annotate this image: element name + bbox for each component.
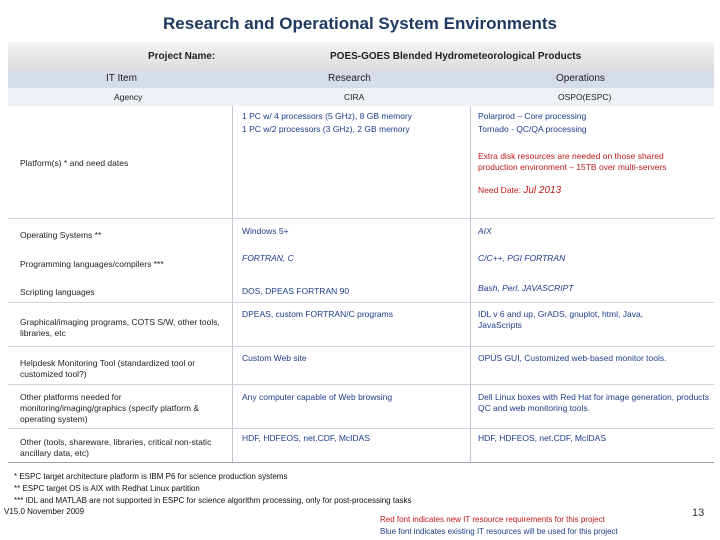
row-divider (8, 218, 714, 219)
version-label: V15.0 November 2009 (4, 507, 85, 516)
table-bottom-border (8, 462, 714, 463)
platform-ops-1: Polarprod – Core processing (478, 111, 587, 121)
row-label-graphics: Graphical/imaging programs, COTS S/W, other tools, libraries, etc (20, 317, 220, 338)
row-label-scripting: Scripting languages (20, 287, 95, 297)
row-research-other-tools: HDF, HDFEOS, net.CDF, McIDAS (242, 433, 370, 443)
footnote-1: * ESPC target architecture platform is IBM P6 for science production systems (14, 472, 288, 481)
need-date-label: Need Date: (478, 185, 521, 195)
agency-research: CIRA (344, 92, 365, 102)
row-ops-languages: C/C++, PGI FORTRAN (478, 253, 566, 263)
need-date-value: Jul 2013 (523, 185, 562, 196)
platform-research-2: 1 PC w/2 processors (3 GHz), 2 GB memory (242, 124, 410, 134)
row-ops-helpdesk: OPUS GUI, Customized web-based monitor tools. (478, 353, 667, 363)
row-ops-other-platforms: Dell Linux boxes with Red Hat for image generation, products QC and web monitoring tools. (478, 392, 710, 413)
col-research: Research (328, 73, 371, 84)
column-header-row (8, 70, 714, 89)
project-name-label: Project Name: (148, 51, 216, 62)
row-research-languages: FORTRAN, C (242, 253, 294, 263)
row-label-os: Operating Systems ** (20, 230, 102, 240)
row-research-os: Windows 5+ (242, 226, 289, 236)
row-research-graphics: DPEAS, custom FORTRAN/C programs (242, 309, 393, 319)
column-divider (232, 106, 233, 462)
footnote-3: *** IDL and MATLAB are not supported in ESPC for science algorithm processing, only for post-processing tasks (14, 496, 412, 505)
row-divider (8, 428, 714, 429)
row-label-languages: Programming languages/compilers *** (20, 259, 164, 269)
platform-research-1: 1 PC w/ 4 processors (5 GHz), 8 GB memory (242, 111, 413, 121)
platform-ops-2: Tornado - QC/QA processing (478, 124, 587, 134)
row-divider (8, 302, 714, 303)
col-operations: Operations (556, 73, 605, 84)
col-it-item: IT Item (106, 73, 137, 84)
project-name-value: POES-GOES Blended Hydrometeorological Products (330, 51, 582, 62)
row-ops-graphics: IDL v 6 and up, GrADS, gnuplot, html, Java, JavaScripts (478, 309, 644, 330)
row-ops-scripting: Bash, Perl, JAVASCRIPT (478, 283, 574, 293)
row-ops-os: AIX (478, 226, 492, 236)
page-title: Research and Operational System Environments (163, 14, 557, 33)
row-research-other-platforms: Any computer capable of Web browsing (242, 392, 393, 402)
platform-extra-disk: Extra disk resources are needed on those shared production environment – 15TB over multi-servers (478, 151, 667, 172)
need-date (478, 185, 561, 196)
agency-operations: OSPO(ESPC) (558, 92, 612, 102)
footnote-2: ** ESPC target OS is AIX with Redhat Linux partition (14, 484, 200, 493)
column-divider (470, 106, 471, 462)
agency-label: Agency (114, 92, 143, 102)
row-ops-other-tools: HDF, HDFEOS, net.CDF, McIDAS (478, 433, 606, 443)
row-label-other-tools: Other (tools, shareware, libraries, critical non-static ancillary data, etc) (20, 437, 212, 458)
row-divider (8, 384, 714, 385)
platform-label: Platform(s) * and need dates (20, 158, 129, 168)
row-divider (8, 346, 714, 347)
row-research-helpdesk: Custom Web site (242, 353, 307, 363)
legend-blue: Blue font indicates existing IT resources will be used for this project (380, 527, 618, 536)
page-number: 13 (692, 507, 705, 519)
row-label-helpdesk: Helpdesk Monitoring Tool (standardized tool or customized tool?) (20, 358, 196, 379)
row-research-scripting: DOS, DPEAS FORTRAN 90 (242, 286, 350, 296)
row-label-other-platforms: Other platforms needed for monitoring/imaging/graphics (specify platform & operating system) (20, 392, 200, 424)
agency-row (8, 88, 714, 106)
project-header (8, 42, 714, 71)
legend-red: Red font indicates new IT resource requirements for this project (380, 515, 605, 524)
